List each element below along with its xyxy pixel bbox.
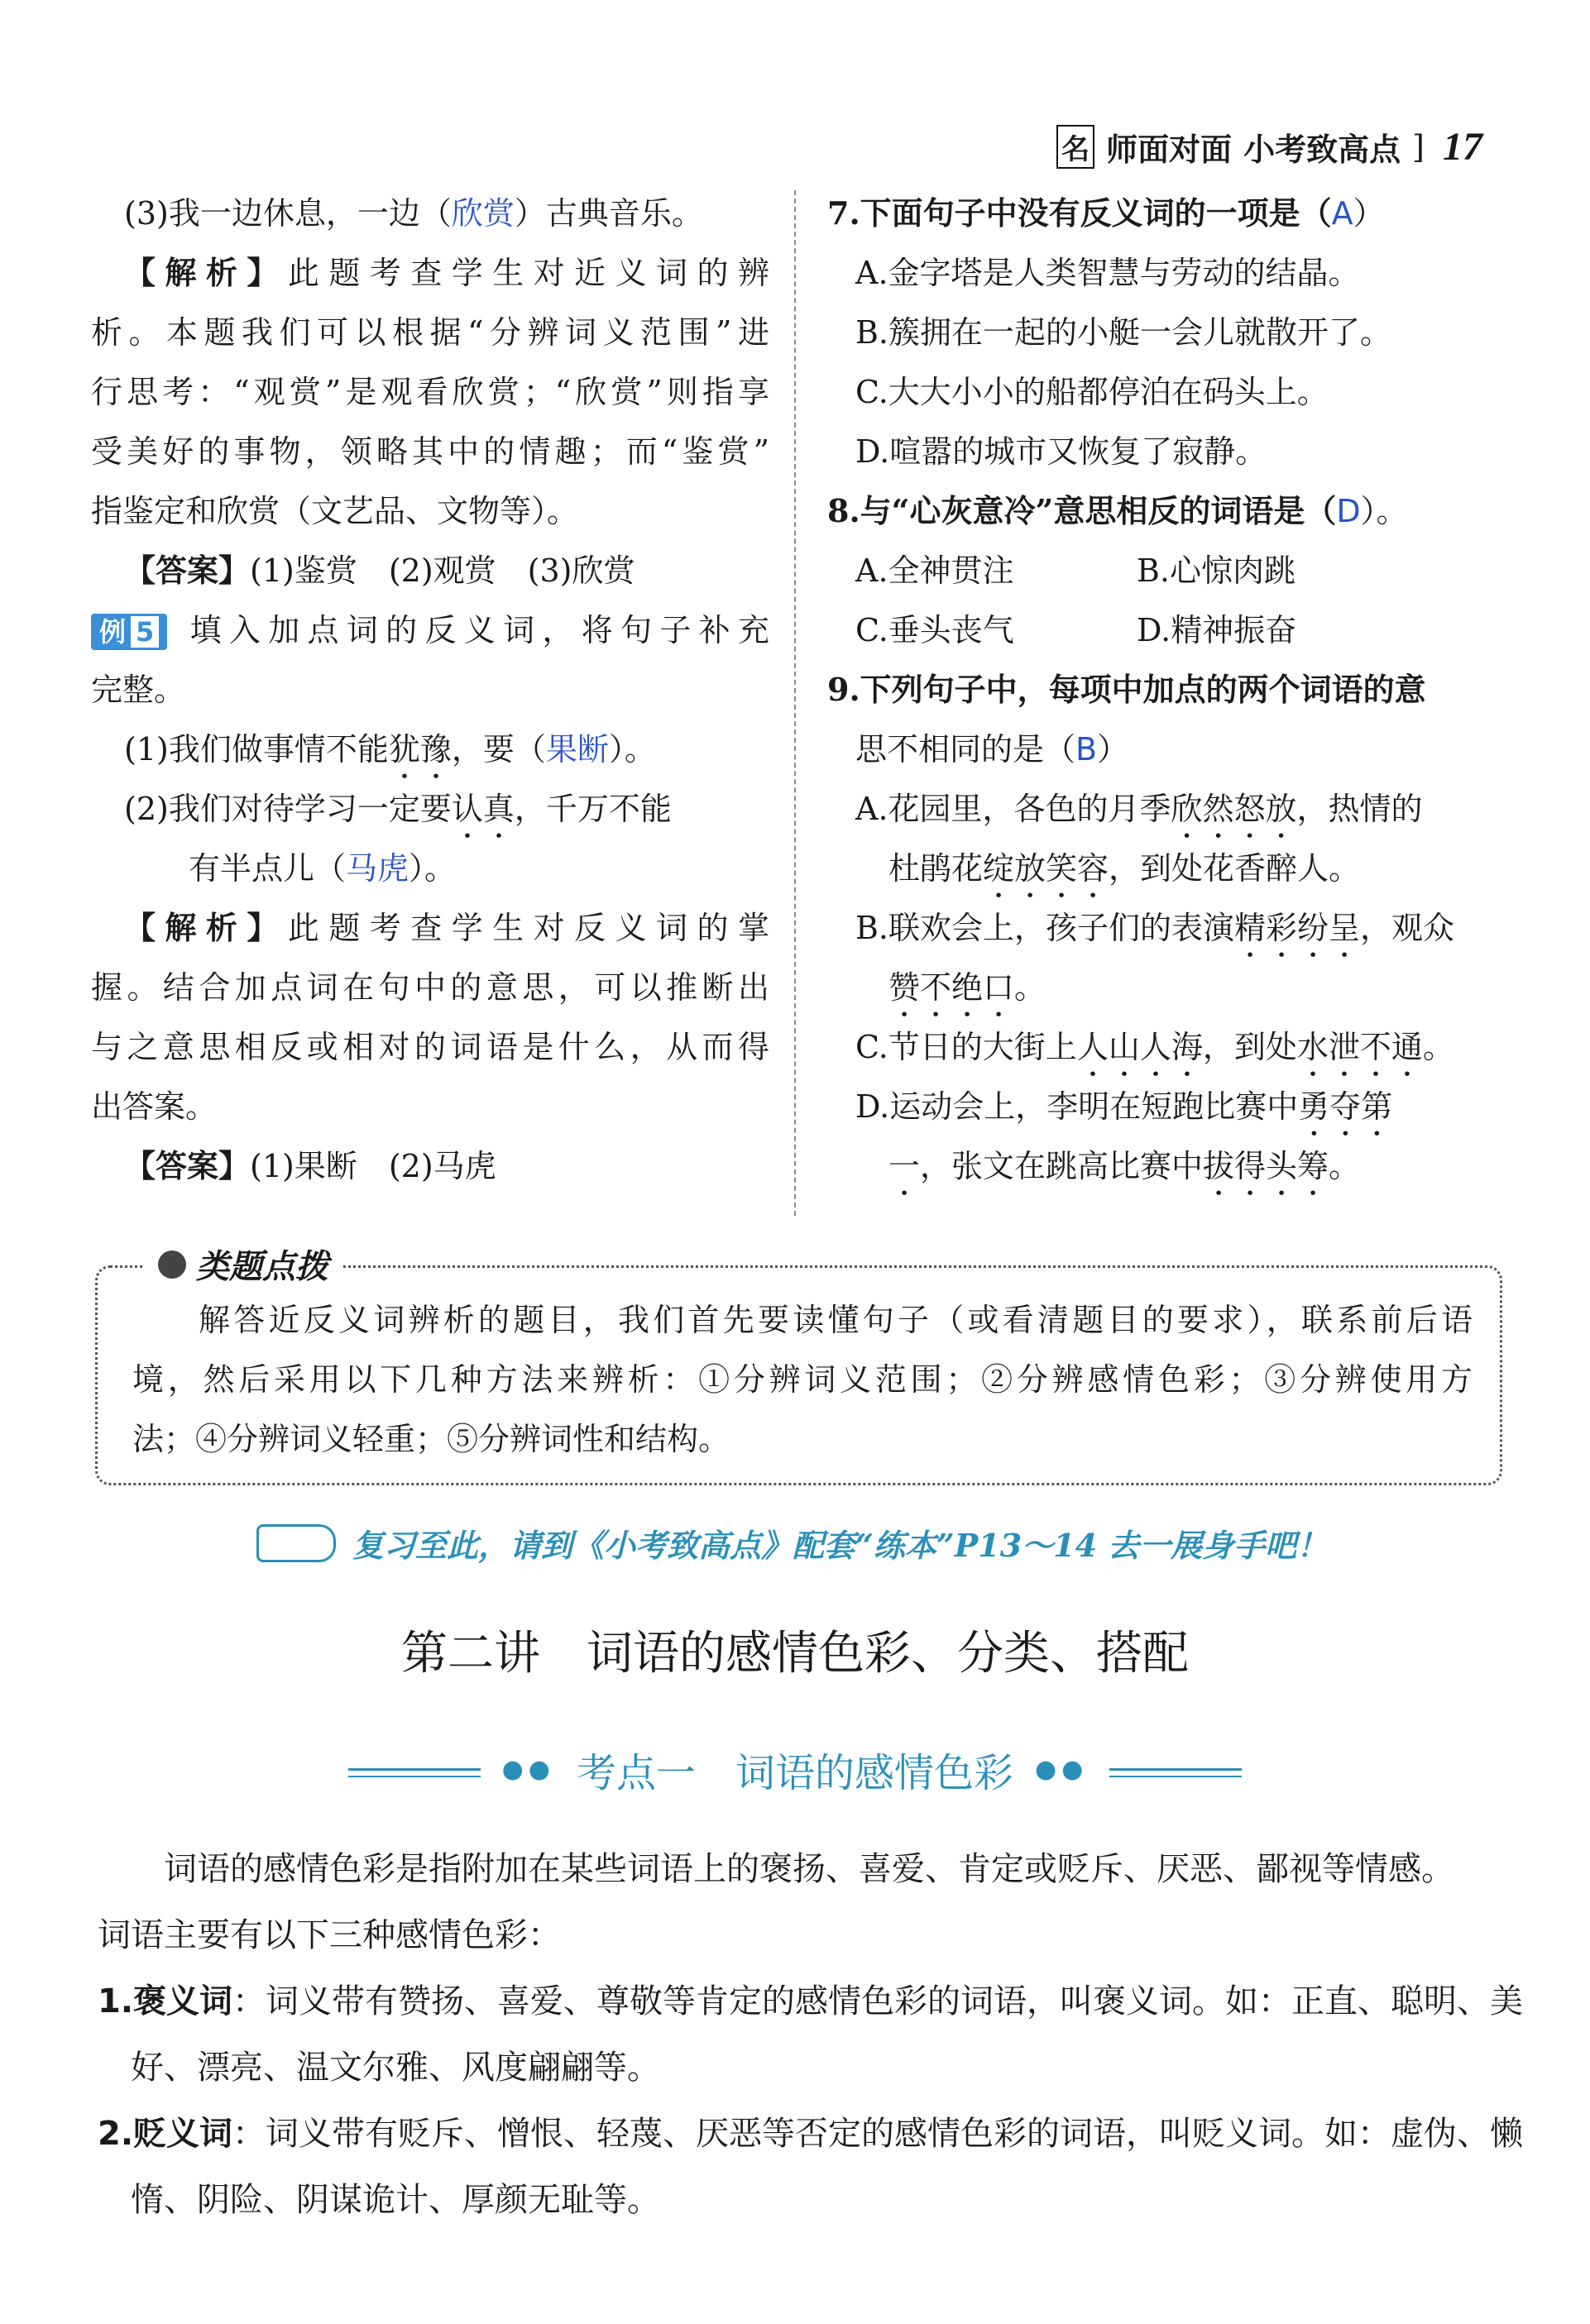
analysis-1-line: 受美好的事物，领略其中的情趣；而“鉴赏” xyxy=(91,433,769,470)
review-note: 复习至此，请到《小考致高点》配套“练本”P13～14 去一展身手吧！ xyxy=(256,1520,1328,1566)
question-9: 9.下列句子中，每项中加点的两个词语的意 xyxy=(827,671,1426,708)
brand-name: 师面对面 xyxy=(1106,131,1233,168)
right-column xyxy=(827,184,1506,1196)
term-item-cont: 惰、阴险、阴谋诡计、厚颜无耻等。 xyxy=(131,2181,660,2219)
analysis-tag: 【解析】 xyxy=(124,255,288,291)
tips-line: 法；④分辨词义轻重；⑤分辨词性和结构。 xyxy=(132,1421,730,1457)
question-8: 8.与“心灰意冷”意思相反的词语是（D）。 xyxy=(827,492,1408,529)
page-number: 17 xyxy=(1443,125,1482,169)
q8-option: A.全神贯注 xyxy=(855,552,1014,589)
q7-option: D.喧嚣的城市又恢复了寂静。 xyxy=(855,433,1267,470)
q9-option-c: C.节日的大街上人山人海，到处水泄不通。 xyxy=(855,1029,1454,1065)
tips-line: 解答近反义词辨析的题目，我们首先要读懂句子（或看清题目的要求），联系前后语 xyxy=(199,1302,1473,1338)
analysis-1-line: 析。本题我们可以根据“分辨词义范围”进 xyxy=(91,314,769,351)
example-5: 例 5 填入加点词的反义词，将句子补充 xyxy=(91,600,769,660)
q7-option: C.大大小小的船都停泊在码头上。 xyxy=(855,374,1329,410)
heading-dots: ●● xyxy=(501,1755,555,1784)
q7-option: B.簇拥在一起的小艇一会儿就散开了。 xyxy=(855,314,1392,351)
answer-fill: D xyxy=(1336,493,1361,529)
pointing-hand-icon xyxy=(256,1524,336,1562)
series-name: 小考致高点 xyxy=(1243,131,1401,168)
page-header xyxy=(1056,124,1482,170)
dotted-word: 勇夺第 xyxy=(1298,1088,1393,1125)
dotted-word: 绽放笑容 xyxy=(983,850,1109,887)
example-q2-cont: 有半点儿（马虎）。 xyxy=(189,850,457,887)
kaodian-heading xyxy=(0,1741,1590,1798)
lightbulb-icon xyxy=(158,1250,186,1279)
answer-fill: 果断 xyxy=(545,731,609,767)
kaodian-title: 考点一 词语的感情色彩 xyxy=(576,1750,1013,1796)
heading-rule xyxy=(348,1768,481,1771)
dotted-word: 犹豫 xyxy=(388,731,452,767)
term-item: 2.贬义词：词义带有贬斥、憎恨、轻蔑、厌恶等否定的感情色彩的词语，叫贬义词。如：虚伪、懒 xyxy=(98,2115,1524,2153)
brand-logo: 名 xyxy=(1056,125,1094,169)
analysis-tag: 【解析】 xyxy=(124,910,288,946)
intro-line: 词语主要有以下三种感情色彩： xyxy=(98,1916,561,1954)
q8-option: D.精神振奋 xyxy=(1137,612,1297,648)
q9-option-a: A.花园里，各色的月季欣然怒放，热情的 xyxy=(855,791,1423,827)
column-divider xyxy=(794,190,796,1216)
q9-option-b: B.联欢会上，孩子们的表演精彩纷呈，观众 xyxy=(855,910,1455,946)
analysis-2-line: 握。结合加点词在句中的意思，可以推断出 xyxy=(91,969,769,1006)
answer-fill: 马虎 xyxy=(346,850,409,887)
dotted-word: 赞不绝口 xyxy=(888,969,1015,1006)
heading-rule xyxy=(1109,1768,1242,1771)
dotted-word: 欣然怒放 xyxy=(1171,791,1297,827)
term-label: 2.贬义词 xyxy=(98,2115,233,2153)
q9-option-a-cont: 杜鹃花绽放笑容，到处花香醉人。 xyxy=(888,850,1361,887)
lecture-title: 第二讲 词语的感情色彩、分类、搭配 xyxy=(401,1627,1189,1681)
term-item: 1.褒义词：词义带有赞扬、喜爱、尊敬等肯定的感情色彩的词语，叫褒义词。如：正直、聪明、美 xyxy=(98,1982,1524,2020)
header-bracket: ] xyxy=(1412,128,1425,165)
analysis-2-line: 与之意思相反或相对的词语是什么，从而得 xyxy=(91,1029,769,1065)
intro-line: 词语的感情色彩是指附加在某些词语上的褒扬、喜爱、肯定或贬斥、厌恶、鄙视等情感。 xyxy=(164,1850,1454,1888)
answer-tag: 【答案】 xyxy=(124,1148,251,1184)
q9-option-d-cont: 一，张文在跳高比赛中拔得头筹。 xyxy=(888,1148,1361,1184)
left-column xyxy=(91,184,769,1196)
answer-tag: 【答案】 xyxy=(124,552,251,589)
q9-option-b-cont: 赞不绝口。 xyxy=(888,969,1046,1006)
heading-dots: ●● xyxy=(1035,1755,1089,1784)
q9-option-d: D.运动会上，李明在短跑比赛中勇夺第 xyxy=(855,1088,1393,1125)
q8-options-row xyxy=(827,541,1506,600)
analysis-1-line: 指鉴定和欣赏（文艺品、文物等）。 xyxy=(91,493,579,529)
analysis-1-line: 行思考：“观赏”是观看欣赏；“欣赏”则指享 xyxy=(91,374,769,410)
answer-2: 【答案】(1)果断 (2)马虎 xyxy=(124,1148,496,1184)
example-badge: 例 5 xyxy=(91,614,167,650)
dotted-word: 一 xyxy=(888,1148,921,1184)
tips-line: 境，然后采用以下几种方法来辨析：①分辨词义范围；②分辨感情色彩；③分辨使用方 xyxy=(132,1361,1473,1398)
q7-option: A.金字塔是人类智慧与劳动的结晶。 xyxy=(855,255,1360,291)
dotted-word: 认真 xyxy=(451,791,515,827)
q8-option: C.垂头丧气 xyxy=(855,612,1014,648)
term-item-cont: 好、漂亮、温文尔雅、风度翩翩等。 xyxy=(131,2049,660,2087)
q8-options-row xyxy=(827,600,1506,660)
question-7: 7.下面句子中没有反义词的一项是（A） xyxy=(827,194,1385,232)
question-9-cont: 思不相同的是（B） xyxy=(855,731,1129,767)
example-5-cont: 完整。 xyxy=(91,672,186,708)
answer-fill: B xyxy=(1075,731,1098,767)
question-3: (3)我一边休息，一边（欣赏）古典音乐。 xyxy=(124,195,703,232)
dotted-word: 水泄不通 xyxy=(1296,1029,1423,1065)
tips-title: 类题点拨 xyxy=(145,1241,342,1288)
answer-fill: 欣赏 xyxy=(451,195,515,232)
analysis-2-line: 出答案。 xyxy=(91,1088,218,1125)
analysis-2-line: 【解析】此题考查学生对反义词的掌 xyxy=(124,910,769,946)
term-label: 1.褒义词 xyxy=(98,1982,233,2020)
answer-1: 【答案】(1)鉴赏 (2)观赏 (3)欣赏 xyxy=(124,552,635,589)
tips-text xyxy=(132,1290,1473,1469)
q8-option: B.心惊肉跳 xyxy=(1137,552,1296,589)
body-text xyxy=(98,1836,1524,2233)
dotted-word: 精彩纷呈 xyxy=(1234,910,1361,946)
dotted-word: 拔得头筹 xyxy=(1203,1148,1329,1184)
example-q1: (1)我们做事情不能犹豫，要（果断）。 xyxy=(124,731,656,767)
dotted-word: 人山人海 xyxy=(1076,1029,1203,1065)
analysis-1-line: 【解析】此题考查学生对近义词的辨 xyxy=(124,255,769,291)
example-q2: (2)我们对待学习一定要认真，千万不能 xyxy=(124,791,672,827)
answer-fill: A xyxy=(1331,195,1353,232)
